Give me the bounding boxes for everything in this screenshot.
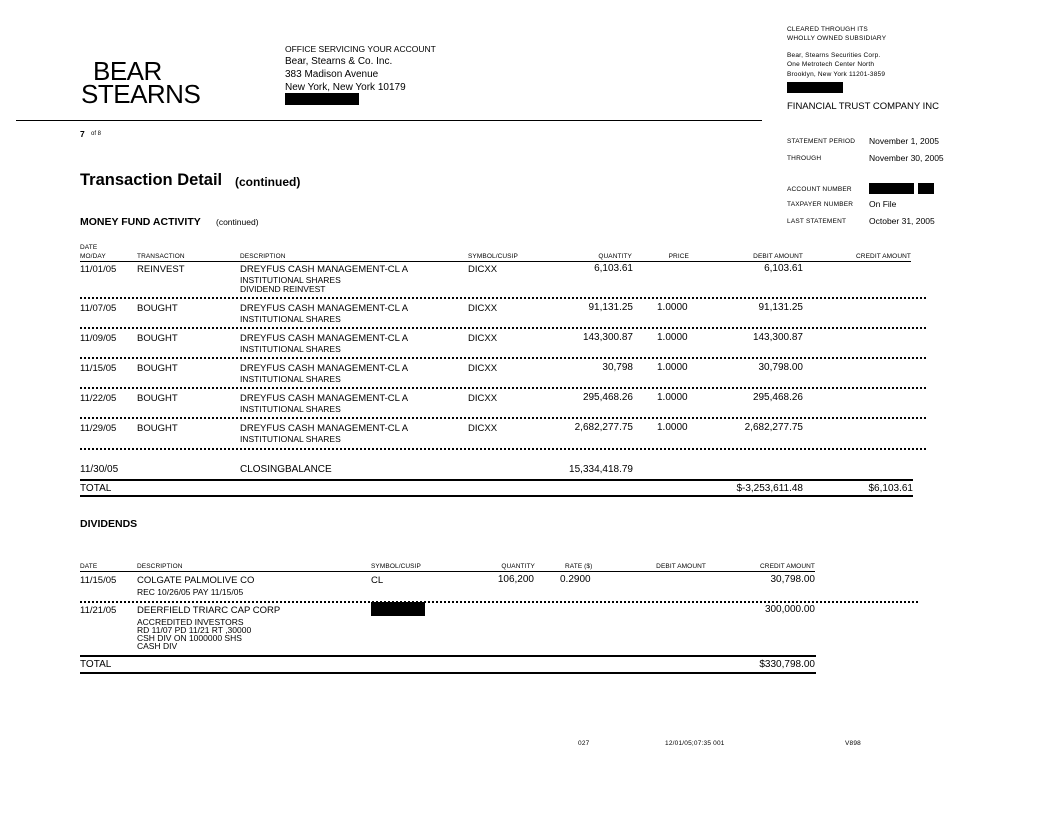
row-price: 1.0000 <box>657 392 688 403</box>
total-debit: $-3,253,611.48 <box>736 483 803 494</box>
taxpayer-number-value: On File <box>869 199 897 209</box>
row-debit: 6,103.61 <box>764 263 803 274</box>
row-price: 1.0000 <box>657 302 688 313</box>
office-name: Bear, Stearns & Co. Inc. <box>285 56 393 67</box>
footer-code-3: V898 <box>845 740 861 747</box>
last-statement-label: LAST STATEMENT <box>787 218 847 225</box>
row-quantity: 2,682,277.75 <box>574 422 633 433</box>
div-col-credit: CREDIT AMOUNT <box>760 563 815 570</box>
last-statement-value: October 31, 2005 <box>869 216 935 226</box>
div-row-divider <box>80 601 918 603</box>
total-credit: $6,103.61 <box>868 483 913 494</box>
redaction-office <box>285 93 359 105</box>
row-quantity: 91,131.25 <box>588 302 633 313</box>
col-date: MO/DAY <box>80 253 106 260</box>
row-divider <box>80 387 926 389</box>
row-divider <box>80 327 926 329</box>
redaction-clearing <box>787 82 843 93</box>
row-quantity: 6,103.61 <box>594 263 633 274</box>
col-description: DESCRIPTION <box>240 253 286 260</box>
div-row-description-line-4: CSH DIV ON 1000000 SHS <box>137 633 242 643</box>
row-price: 1.0000 <box>657 332 688 343</box>
div-header-underline <box>80 571 815 572</box>
redaction-account-2 <box>918 183 934 194</box>
div-row-date: 11/15/05 <box>80 575 117 586</box>
div-row-description-line-2: REC 10/26/05 PAY 11/15/05 <box>137 587 244 597</box>
footer-code-2: 12/01/05;07:35 001 <box>665 740 725 747</box>
row-divider <box>80 417 926 419</box>
row-transaction: BOUGHT <box>137 363 178 374</box>
div-row-description-line-5: CASH DIV <box>137 641 178 651</box>
footer-code-1: 027 <box>578 740 590 747</box>
div-col-rate: RATE ($) <box>565 563 593 570</box>
div-row-credit: 300,000.00 <box>764 604 815 615</box>
row-symbol: DICXX <box>468 393 498 404</box>
closing-date: 11/30/05 <box>80 464 119 475</box>
through-label: THROUGH <box>787 155 822 162</box>
row-symbol: DICXX <box>468 264 498 275</box>
div-col-date: DATE <box>80 563 98 570</box>
total-top-rule <box>80 479 913 481</box>
row-symbol: DICXX <box>468 363 498 374</box>
col-symbol: SYMBOL/CUSIP <box>468 253 518 260</box>
row-transaction: REINVEST <box>137 264 185 275</box>
row-description: DREYFUS CASH MANAGEMENT-CL A <box>240 363 409 374</box>
div-total-label: TOTAL <box>80 659 112 670</box>
row-quantity: 143,300.87 <box>582 332 633 343</box>
row-description-line-2: INSTITUTIONAL SHARES <box>240 374 341 384</box>
col-price: PRICE <box>668 253 689 260</box>
clearing-line-1: CLEARED THROUGH ITS <box>787 26 868 33</box>
row-date: 11/29/05 <box>80 423 117 434</box>
row-description: DREYFUS CASH MANAGEMENT-CL A <box>240 264 409 275</box>
row-date: 11/15/05 <box>80 363 117 374</box>
clearing-address: One Metrotech Center North <box>787 61 875 68</box>
div-row-symbol: CL <box>371 575 384 586</box>
row-debit: 2,682,277.75 <box>744 422 803 433</box>
row-description-line-2: INSTITUTIONAL SHARES <box>240 275 341 285</box>
page-title: Transaction Detail <box>80 171 223 189</box>
row-quantity: 295,468.26 <box>582 392 633 403</box>
col-date-top: DATE <box>80 244 98 251</box>
page-title-sub: (continued) <box>235 175 301 189</box>
row-symbol: DICXX <box>468 333 498 344</box>
account-holder: FINANCIAL TRUST COMPANY INC <box>787 101 940 112</box>
row-transaction: BOUGHT <box>137 333 178 344</box>
div-total-credit: $330,798.00 <box>759 659 815 670</box>
money-fund-heading: MONEY FUND ACTIVITY <box>80 216 201 228</box>
row-description: DREYFUS CASH MANAGEMENT-CL A <box>240 393 409 404</box>
page-of-label: of 8 <box>91 131 102 137</box>
row-debit: 91,131.25 <box>758 302 803 313</box>
div-col-symbol: SYMBOL/CUSIP <box>371 563 421 570</box>
row-description-line-2: INSTITUTIONAL SHARES <box>240 344 341 354</box>
row-date: 11/01/05 <box>80 264 117 275</box>
div-row-description-line-2: ACCREDITED INVESTORS <box>137 617 244 627</box>
header-divider <box>16 120 762 121</box>
div-row-credit: 30,798.00 <box>770 574 815 585</box>
row-transaction: BOUGHT <box>137 423 178 434</box>
row-transaction: BOUGHT <box>137 393 178 404</box>
div-row-description-line-3: RD 11/07 PD 11/21 RT ,30000 <box>137 625 252 635</box>
col-credit: CREDIT AMOUNT <box>856 253 911 260</box>
row-description: DREYFUS CASH MANAGEMENT-CL A <box>240 423 409 434</box>
row-symbol: DICXX <box>468 303 498 314</box>
div-col-description: DESCRIPTION <box>137 563 183 570</box>
through-value: November 30, 2005 <box>869 153 944 163</box>
closing-quantity: 15,334,418.79 <box>569 464 633 475</box>
clearing-line-2: WHOLLY OWNED SUBSIDIARY <box>787 35 887 42</box>
row-quantity: 30,798 <box>602 362 633 373</box>
div-total-bottom-rule <box>80 672 816 674</box>
redaction-cusip <box>371 602 425 616</box>
row-description: DREYFUS CASH MANAGEMENT-CL A <box>240 303 409 314</box>
office-city: New York, New York 10179 <box>285 82 406 93</box>
total-label: TOTAL <box>80 483 112 494</box>
account-number-label: ACCOUNT NUMBER <box>787 186 852 193</box>
logo-line-2: STEARNS <box>81 79 201 109</box>
office-address: 383 Madison Avenue <box>285 69 379 80</box>
div-col-debit: DEBIT AMOUNT <box>656 563 706 570</box>
clearing-city: Brooklyn, New York 11201-3859 <box>787 71 886 78</box>
row-description-line-2: INSTITUTIONAL SHARES <box>240 314 341 324</box>
col-quantity: QUANTITY <box>598 253 632 260</box>
row-price: 1.0000 <box>657 422 688 433</box>
row-description-line-3: DIVIDEND REINVEST <box>240 284 326 294</box>
col-transaction: TRANSACTION <box>137 253 185 260</box>
row-date: 11/09/05 <box>80 333 117 344</box>
div-row-description: COLGATE PALMOLIVE CO <box>137 575 255 586</box>
div-total-top-rule <box>80 655 816 657</box>
header-underline <box>80 261 911 262</box>
statement-period-value: November 1, 2005 <box>869 136 939 146</box>
row-transaction: BOUGHT <box>137 303 178 314</box>
row-date: 11/07/05 <box>80 303 117 314</box>
row-divider <box>80 448 926 450</box>
redaction-account-1 <box>869 183 914 194</box>
taxpayer-number-label: TAXPAYER NUMBER <box>787 201 854 208</box>
dividends-heading: DIVIDENDS <box>80 518 138 530</box>
div-col-quantity: QUANTITY <box>501 563 535 570</box>
row-debit: 30,798.00 <box>758 362 803 373</box>
money-fund-heading-sub: (continued) <box>216 217 259 227</box>
row-debit: 295,468.26 <box>752 392 803 403</box>
row-price: 1.0000 <box>657 362 688 373</box>
logo-line-1: BEAR <box>93 56 162 86</box>
row-divider <box>80 297 926 299</box>
div-row-quantity: 106,200 <box>497 574 534 585</box>
col-debit: DEBIT AMOUNT <box>753 253 803 260</box>
row-symbol: DICXX <box>468 423 498 434</box>
closing-label: CLOSINGBALANCE <box>240 464 332 475</box>
page-number: 7 <box>80 129 85 139</box>
total-bottom-rule <box>80 495 913 497</box>
row-description: DREYFUS CASH MANAGEMENT-CL A <box>240 333 409 344</box>
div-row-date: 11/21/05 <box>80 605 117 616</box>
statement-period-label: STATEMENT PERIOD <box>787 138 856 145</box>
row-description-line-2: INSTITUTIONAL SHARES <box>240 434 341 444</box>
row-debit: 143,300.87 <box>752 332 803 343</box>
clearing-name: Bear, Stearns Securities Corp. <box>787 52 881 59</box>
office-heading: OFFICE SERVICING YOUR ACCOUNT <box>285 44 436 54</box>
row-date: 11/22/05 <box>80 393 117 404</box>
div-row-rate: 0.2900 <box>560 574 591 585</box>
row-divider <box>80 357 926 359</box>
div-row-description: DEERFIELD TRIARC CAP CORP <box>137 605 281 616</box>
row-description-line-2: INSTITUTIONAL SHARES <box>240 404 341 414</box>
